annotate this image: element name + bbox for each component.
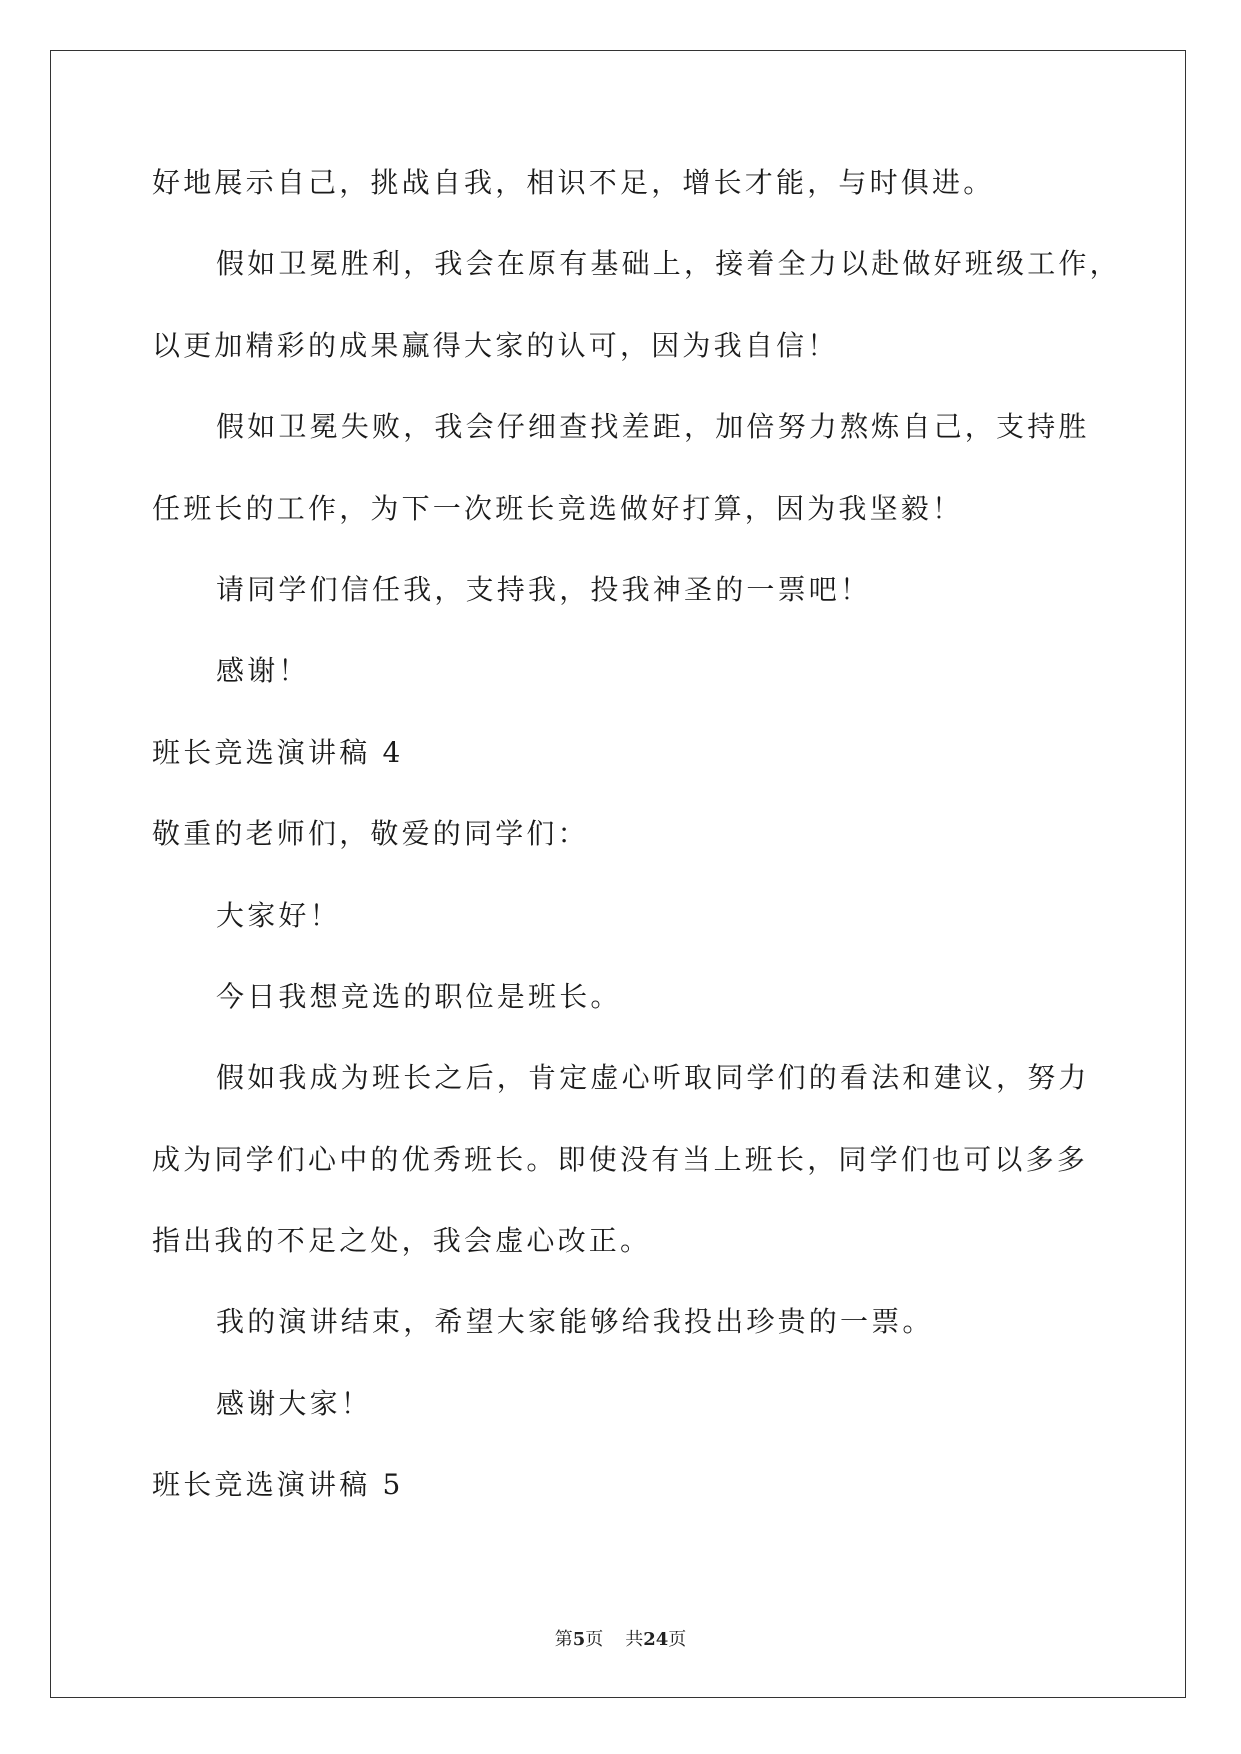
- paragraph-line: 感谢！: [216, 654, 310, 688]
- section-heading: 班长竞选演讲稿 4: [152, 735, 404, 769]
- paragraph-line: 指出我的不足之处，我会虚心改正。: [152, 1224, 652, 1258]
- paragraph-line: 假如卫冕胜利，我会在原有基础上，接着全力以赴做好班级工作，: [216, 247, 1121, 281]
- paragraph-line: 任班长的工作，为下一次班长竞选做好打算，因为我坚毅！: [152, 491, 964, 525]
- page-number: 5: [572, 1629, 586, 1650]
- paragraph-line: 请同学们信任我，支持我，投我神圣的一票吧！: [216, 572, 872, 606]
- total-prefix: 共: [625, 1629, 644, 1650]
- page-suffix: 页: [585, 1629, 604, 1650]
- total-pages: 24: [643, 1629, 669, 1650]
- page-prefix: 第: [554, 1629, 573, 1650]
- paragraph-line: 以更加精彩的成果赢得大家的认可，因为我自信！: [152, 328, 839, 362]
- paragraph-line: 大家好！: [216, 898, 341, 932]
- paragraph-line: 假如我成为班长之后，肯定虚心听取同学们的看法和建议，努力: [216, 1061, 1090, 1095]
- paragraph-line: 我的演讲结束，希望大家能够给我投出珍贵的一票。: [216, 1305, 934, 1339]
- salutation: 敬重的老师们，敬爱的同学们：: [152, 817, 589, 851]
- paragraph-line: 好地展示自己，挑战自我，相识不足，增长才能，与时俱进。: [152, 166, 995, 199]
- paragraph-line: 假如卫冕失败，我会仔细查找差距，加倍努力熬炼自己，支持胜: [216, 410, 1090, 444]
- page-footer: [0, 1630, 1241, 1650]
- paragraph-line: 今日我想竞选的职位是班长。: [216, 979, 622, 1013]
- paragraph-line: 感谢大家！: [216, 1386, 373, 1420]
- document-body: [152, 166, 1121, 1552]
- paragraph-line: 成为同学们心中的优秀班长。即使没有当上班长，同学们也可以多多: [152, 1142, 1089, 1176]
- section-heading: 班长竞选演讲稿 5: [152, 1468, 404, 1502]
- total-suffix: 页: [668, 1629, 687, 1650]
